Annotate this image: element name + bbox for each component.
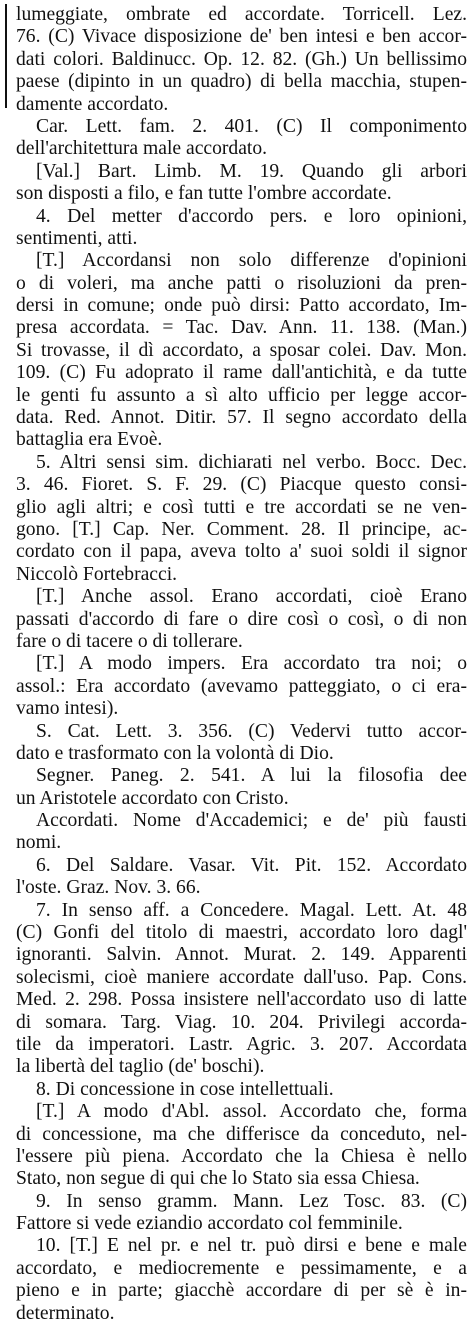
text-line: dati colori. Baldinucc. Op. 12. 82. (Gh.) Un bellissimo xyxy=(16,48,467,70)
text-line: Fattore si vede eziandio accordato col femminile. xyxy=(16,1213,403,1235)
text-line: Accordati. Nome d'Accademici; e de' più fausti xyxy=(36,810,467,832)
text-line: [Val.] Bart. Limb. M. 19. Quando gli arbori xyxy=(36,160,467,182)
text-line: Med. 2. 298. Possa insistere nell'accordato uso di latte xyxy=(16,989,467,1011)
text-line: 6. Del Saldare. Vasar. Vit. Pit. 152. Accordato xyxy=(36,854,467,876)
text-line: 10. [T.] E nel pr. e nel tr. può dirsi e bene e male xyxy=(36,1235,467,1257)
text-line: dersi in comune; onde può dirsi: Patto accordato, Im- xyxy=(16,295,467,317)
text-line: l'oste. Graz. Nov. 3. 66. xyxy=(16,877,201,899)
text-line: le genti fu assunto a sì alto ufficio per legge accor- xyxy=(16,384,467,406)
text-line: 4. Del metter d'accordo pers. e loro opinioni, xyxy=(36,205,467,227)
text-line: 3. 46. Fioret. S. F. 29. (C) Piacque questo consi- xyxy=(16,474,467,496)
text-line: battaglia era Evoè. xyxy=(16,429,163,451)
text-line: pieno e in parte; giacchè accordare di per sè è in- xyxy=(16,1280,467,1302)
text-line: [T.] A modo impers. Era accordato tra noi; o xyxy=(36,653,467,675)
text-line: passati d'accordo di fare o dire così o così, o di non xyxy=(16,608,467,630)
text-line: presa accordata. = Tac. Dav. Ann. 11. 138. (Man.) xyxy=(16,317,467,339)
text-line: vamo intesi). xyxy=(16,698,119,720)
text-line: Stato, non segue di qui che lo Stato sia essa Chiesa. xyxy=(16,1168,420,1190)
text-line: accordato, e mediocremente e pessimamente, e a xyxy=(16,1257,467,1279)
text-line: di concessione, ma che differisce da conceduto, nel- xyxy=(16,1123,467,1145)
text-line: 9. In senso gramm. Mann. Lez Tosc. 83. (C) xyxy=(36,1190,467,1212)
text-line: [T.] A modo d'Abl. assol. Accordato che, forma xyxy=(36,1101,467,1123)
text-line: glio agli altri; e così tutti e tre accordati se ne ven- xyxy=(16,496,467,518)
text-line: di somara. Targ. Viag. 10. 204. Privilegi accorda- xyxy=(16,1011,467,1033)
text-line: 109. (C) Fu adoprato il rame dall'antichità, e da tutte xyxy=(16,362,467,384)
text-line: damente accordato. xyxy=(16,93,169,115)
text-line: nomi. xyxy=(16,832,62,854)
text-line: tile da imperatori. Lastr. Agric. 3. 207. Accordata xyxy=(16,1033,467,1055)
text-line: determinato. xyxy=(16,1302,115,1324)
text-line: Segner. Paneg. 2. 541. A lui la filosofia dee xyxy=(36,765,467,787)
text-line: un Aristotele accordato con Cristo. xyxy=(16,787,289,809)
text-line: solecismi, cioè maniere accordate dall'uso. Pap. Cons. xyxy=(16,966,467,988)
text-line: ignoranti. Salvin. Annot. Murat. 2. 149. Apparenti xyxy=(16,944,467,966)
text-line: paese (dipinto in un quadro) di bella macchia, stupen- xyxy=(16,71,467,93)
text-line: l'essere più piena. Accordato che la Chiesa è nello xyxy=(16,1145,467,1167)
text-line: 5. Altri sensi sim. dichiarati nel verbo. Bocc. Dec. xyxy=(36,451,467,473)
text-line: 7. In senso aff. a Concedere. Magal. Lett. At. 48 xyxy=(36,899,467,921)
text-line: lumeggiate, ombrate ed accordate. Torricell. Lez. xyxy=(16,4,467,25)
text-line: o di voleri, ma anche patti o risoluzioni da pren- xyxy=(16,272,467,294)
text-line: son disposti a filo, e fan tutte l'ombre accordate. xyxy=(16,183,392,205)
text-line: 8. Di concessione in cose intellettuali. xyxy=(36,1078,334,1100)
text-line: sentimenti, atti. xyxy=(16,227,138,249)
text-line: S. Cat. Lett. 3. 356. (C) Vedervi tutto accor- xyxy=(36,720,467,742)
text-line: cordato con il papa, aveva tolto a' suoi soldi il signor xyxy=(16,541,467,563)
text-line: dato e trasformato con la volontà di Dio. xyxy=(16,742,334,764)
text-line: gono. [T.] Cap. Ner. Comment. 28. Il principe, ac- xyxy=(16,518,467,540)
text-line: (C) Gonfi del titolo di maestri, accordato loro dagl' xyxy=(16,922,467,944)
text-line: la libertà del taglio (de' boschi). xyxy=(16,1056,265,1078)
text-line: 76. (C) Vivace disposizione de' ben intesi e ben accor- xyxy=(16,26,467,48)
text-line: Si trovasse, il dì accordato, a sposar colei. Dav. Mon. xyxy=(16,339,467,361)
text-line: dell'architettura male accordato. xyxy=(16,138,268,160)
text-line: Car. Lett. fam. 2. 401. (C) Il componimento xyxy=(36,115,467,137)
text-line: fare o di tacere o di tollerare. xyxy=(16,630,243,652)
text-line: data. Red. Annot. Ditir. 57. Il segno accordato della xyxy=(16,407,467,429)
text-line: assol.: Era accordato (avevamo patteggiato, o ci era- xyxy=(16,675,467,697)
text-line: [T.] Anche assol. Erano accordati, cioè Erano xyxy=(36,586,467,608)
text-line: Niccolò Fortebracci. xyxy=(16,563,178,585)
text-line: [T.] Accordansi non solo differenze d'opinioni xyxy=(36,250,467,272)
